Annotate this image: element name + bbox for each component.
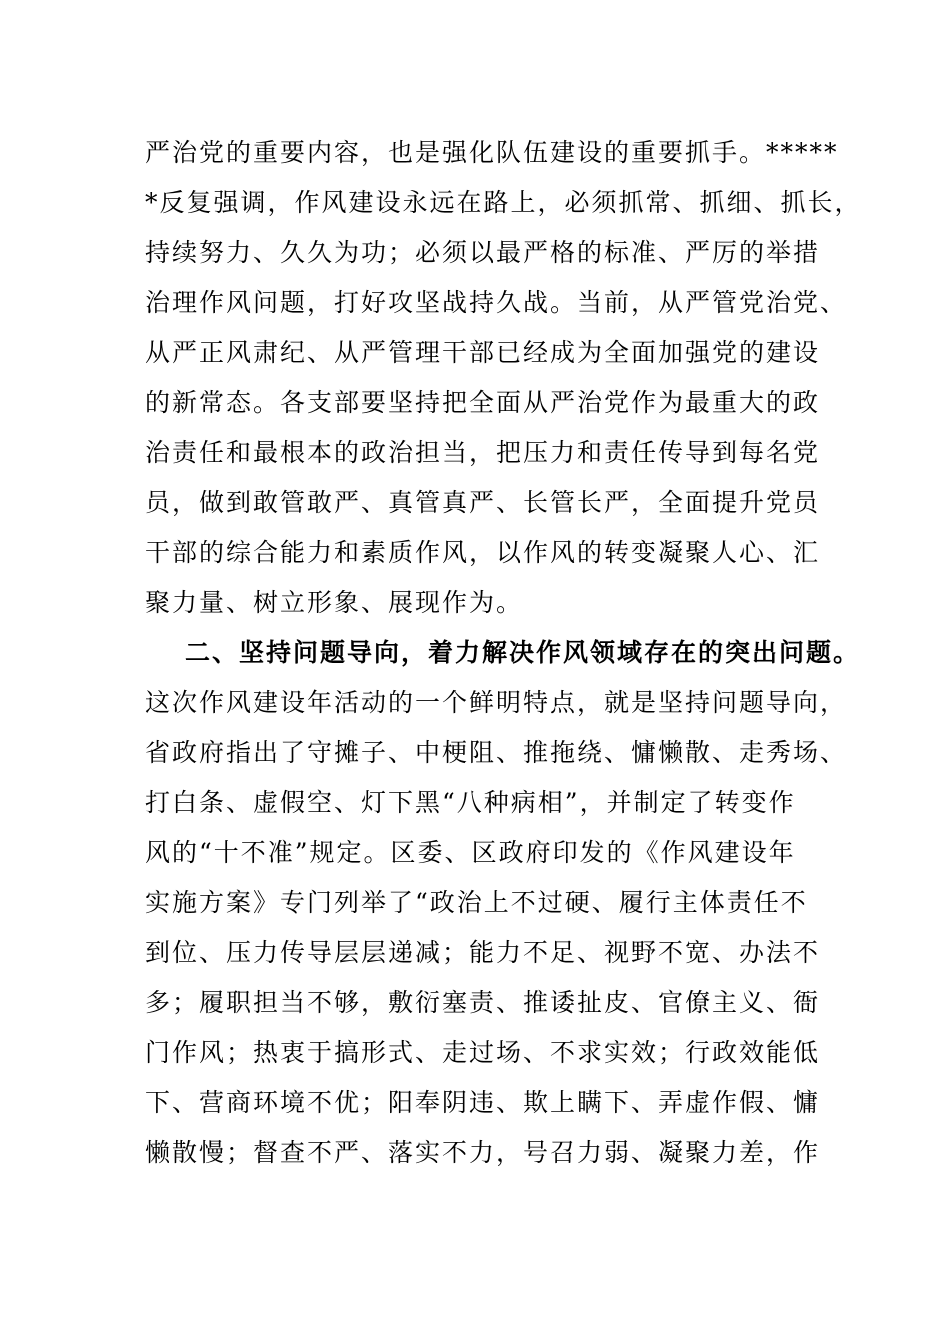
- body-text-line: 治理作风问题，打好攻坚战持久战。当前，从严管党治党、: [145, 288, 848, 317]
- body-text-line: 风的“十不准”规定。区委、区政府印发的《作风建设年: [145, 838, 796, 867]
- body-text-line: 这次作风建设年活动的一个鲜明特点，就是坚持问题导向，: [145, 688, 848, 717]
- body-text-line: 打白条、虚假空、灯下黑“八种病相”，并制定了转变作: [145, 788, 796, 817]
- body-text-line: 治责任和最根本的政治担当，把压力和责任传导到每名党: [145, 438, 821, 467]
- body-text-line: 员，做到敢管敢严、真管真严、长管长严，全面提升党员: [145, 488, 821, 517]
- body-text-line: 懒散慢；督查不严、落实不力，号召力弱、凝聚力差，作: [145, 1138, 821, 1167]
- body-text-line: 从严正风肃纪、从严管理干部已经成为全面加强党的建设: [145, 338, 821, 367]
- body-text-line: 聚力量、树立形象、展现作为。: [145, 588, 524, 617]
- body-text-line: 干部的综合能力和素质作风，以作风的转变凝聚人心、汇: [145, 538, 821, 567]
- body-text-line: 多；履职担当不够，敷衍塞责、推诿扯皮、官僚主义、衙: [145, 988, 821, 1017]
- body-text-line: 持续努力、久久为功；必须以最严格的标准、严厉的举措: [145, 238, 821, 267]
- body-text-line: 门作风；热衷于搞形式、走过场、不求实效；行政效能低: [145, 1038, 821, 1067]
- section-heading: 二、坚持问题导向，着力解决作风领域存在的突出问题。: [185, 638, 861, 667]
- body-text-line: *反复强调，作风建设永远在路上，必须抓常、抓细、抓长，: [145, 188, 862, 217]
- body-text-line: 实施方案》专门列举了“政治上不过硬、履行主体责任不: [145, 888, 808, 917]
- body-text-line: 下、营商环境不优；阳奉阴违、欺上瞒下、弄虚作假、慵: [145, 1088, 821, 1117]
- body-text-line: 严治党的重要内容，也是强化队伍建设的重要抓手。*****: [145, 138, 839, 167]
- body-text-line: 到位、压力传导层层递减；能力不足、视野不宽、办法不: [145, 938, 821, 967]
- body-text-line: 省政府指出了守摊子、中梗阻、推拖绕、慵懒散、走秀场、: [145, 738, 848, 767]
- body-text-line: 的新常态。各支部要坚持把全面从严治党作为最重大的政: [145, 388, 821, 417]
